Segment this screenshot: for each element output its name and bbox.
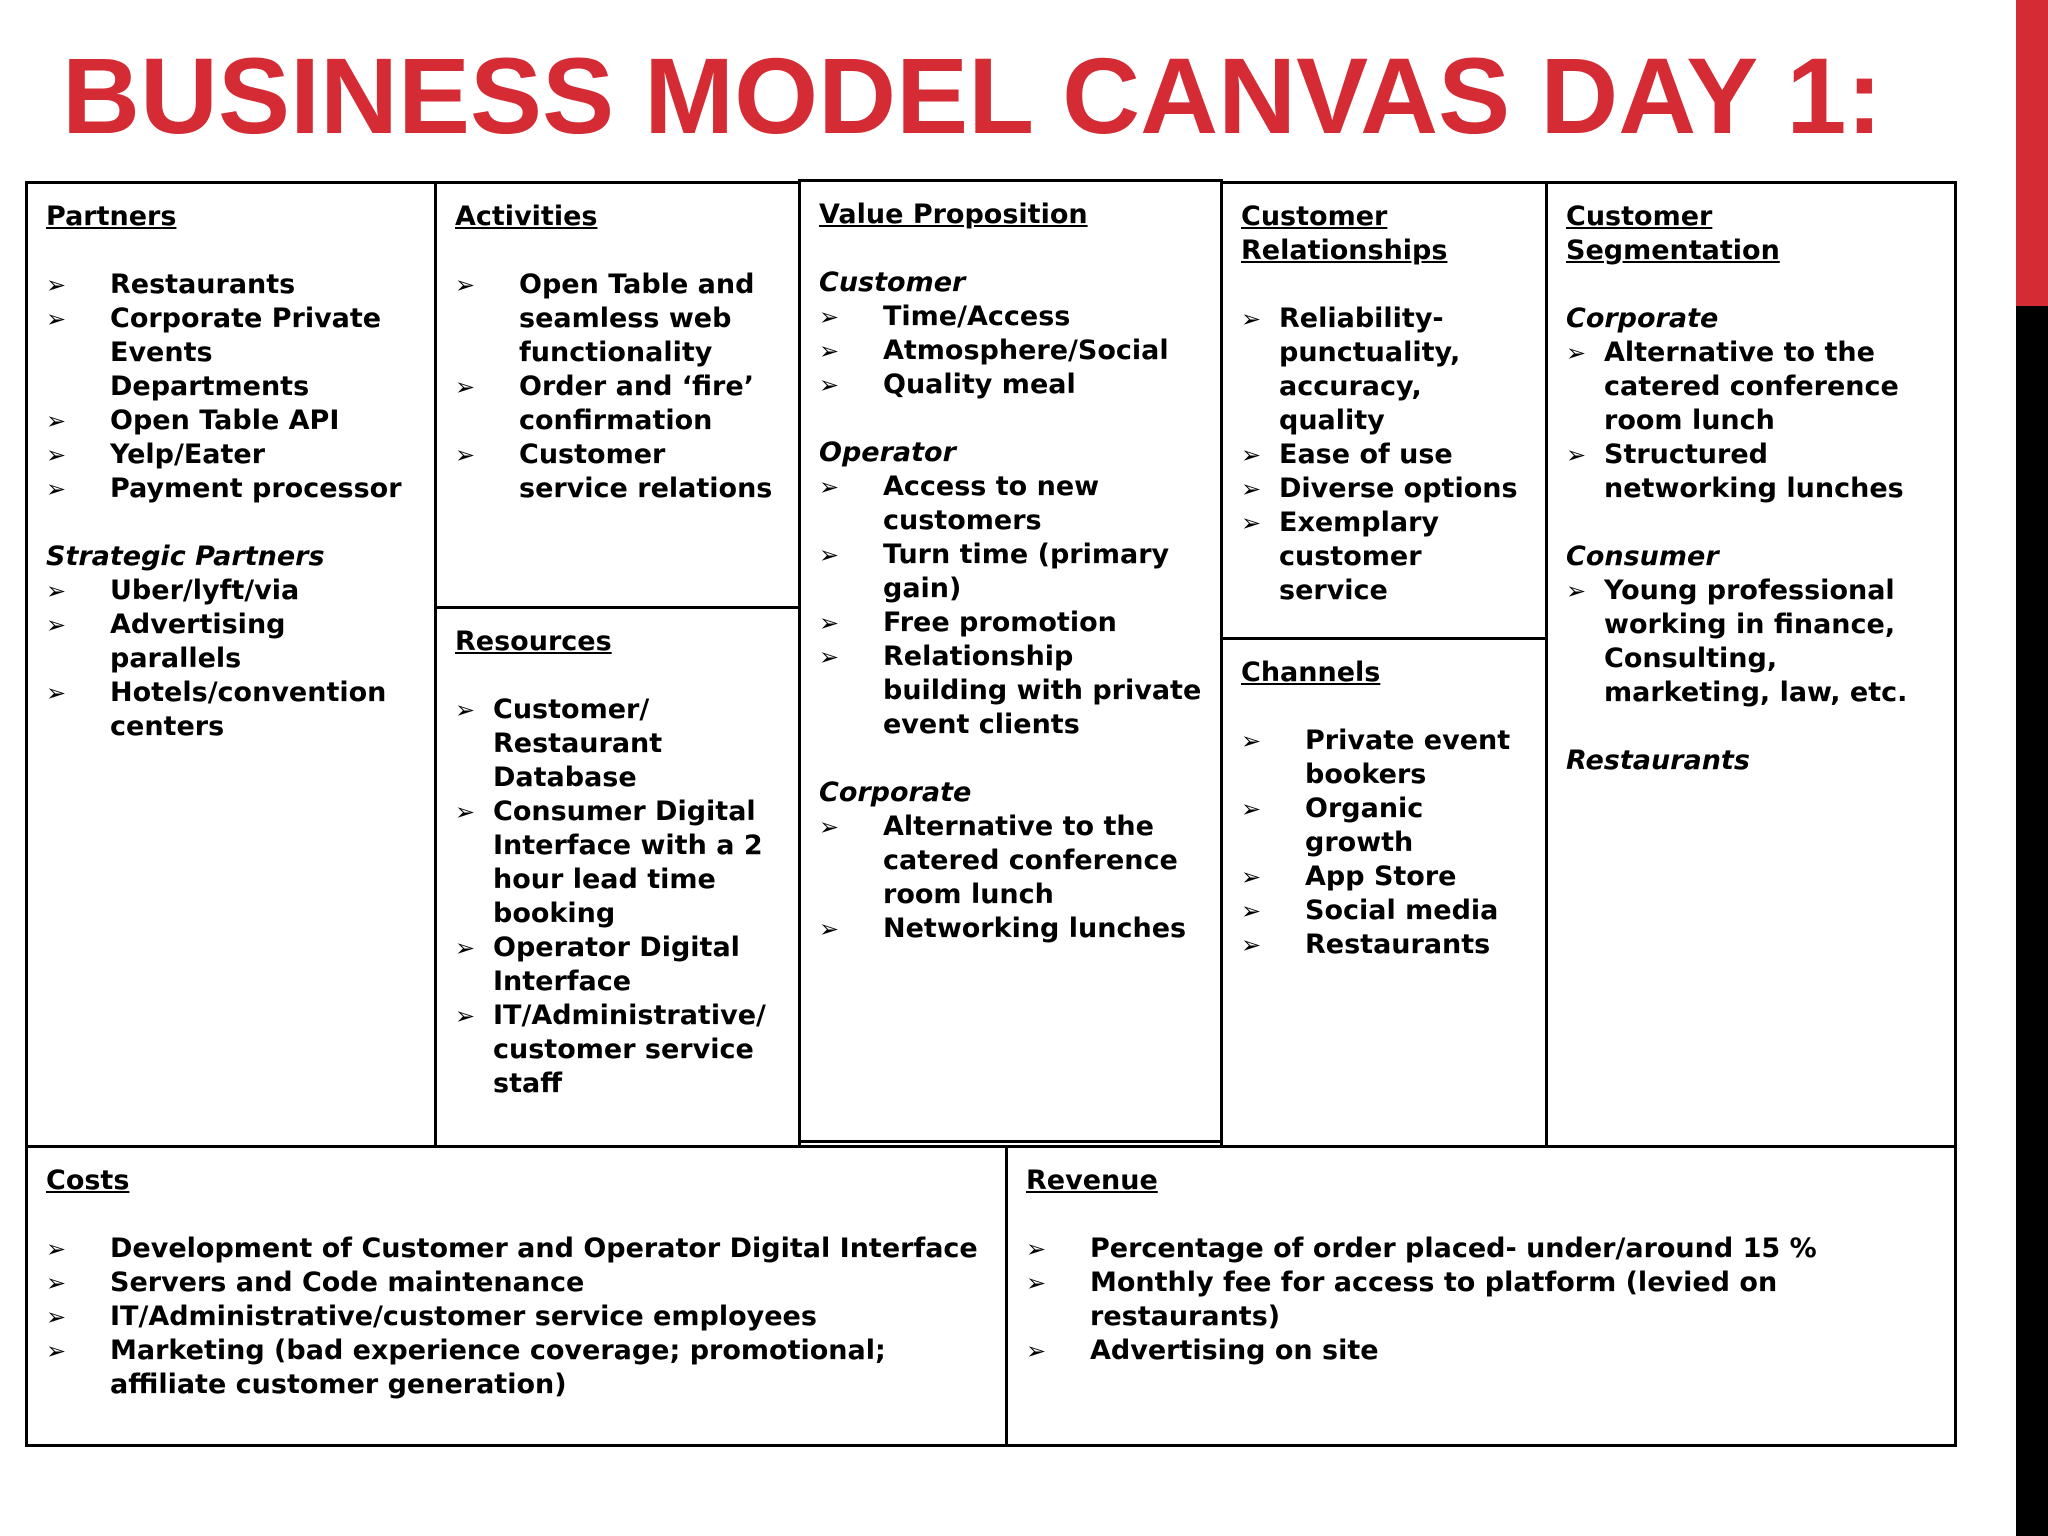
list-item-text: Restaurants [1305, 929, 1491, 960]
list-item-text: Order and ‘fire’ confirmation [519, 371, 754, 436]
side-accent-bar-red [2016, 0, 2048, 306]
cs-corporate-heading: Corporate [1566, 303, 1719, 334]
list-item [1026, 1266, 1936, 1334]
list-item [819, 300, 1202, 334]
list-item [46, 438, 416, 472]
list-item [46, 574, 416, 608]
list-item [819, 606, 1202, 640]
list-item-text: Free promotion [883, 607, 1117, 638]
arrow-bullet-icon: ➢ [1241, 475, 1262, 503]
vp-operator-heading: Operator [819, 437, 956, 468]
list-item [1566, 438, 1936, 506]
list-item [1241, 302, 1527, 438]
arrow-bullet-icon: ➢ [819, 643, 840, 671]
list-item [455, 438, 780, 506]
list-item [46, 676, 416, 744]
arrow-bullet-icon: ➢ [1241, 863, 1262, 891]
arrow-bullet-icon: ➢ [819, 371, 840, 399]
list-item-text: Restaurants [110, 269, 296, 300]
list-item-text: Quality meal [883, 369, 1076, 400]
list-item [455, 268, 780, 370]
list-item-text: Time/Access [883, 301, 1071, 332]
arrow-bullet-icon: ➢ [455, 934, 476, 962]
arrow-bullet-icon: ➢ [819, 541, 840, 569]
arrow-bullet-icon: ➢ [819, 337, 840, 365]
list-item [455, 693, 780, 795]
customer-relationships-heading-line2: Relationships [1241, 235, 1448, 266]
arrow-bullet-icon: ➢ [1566, 441, 1587, 469]
arrow-bullet-icon: ➢ [1241, 441, 1262, 469]
customer-segmentation-heading [1566, 200, 1936, 268]
list-item [46, 1266, 987, 1300]
channels-heading: Channels [1241, 657, 1381, 688]
list-item [46, 1334, 987, 1402]
list-item [1566, 336, 1936, 438]
vp-operator-list [819, 470, 1202, 742]
strategic-partners-heading: Strategic Partners [46, 541, 325, 572]
list-item-text: Customer service relations [519, 439, 773, 504]
list-item [819, 912, 1202, 946]
arrow-bullet-icon: ➢ [1241, 727, 1262, 755]
arrow-bullet-icon: ➢ [46, 1303, 67, 1331]
arrow-bullet-icon: ➢ [819, 609, 840, 637]
list-item-text: Alternative to the catered conference room lunch [883, 811, 1178, 910]
list-item [455, 370, 780, 438]
list-item-text: Diverse options [1279, 473, 1518, 504]
arrow-bullet-icon: ➢ [1241, 795, 1262, 823]
activities-block [434, 181, 801, 609]
list-item-text: Young professional working in finance, Consulting, marketing, law, etc. [1604, 575, 1908, 708]
page-title: BUSINESS MODEL CANVAS DAY 1: [62, 35, 1883, 156]
revenue-heading: Revenue [1026, 1165, 1158, 1196]
list-item [1241, 472, 1527, 506]
revenue-block [1005, 1145, 1957, 1447]
list-item [819, 810, 1202, 912]
list-item [819, 368, 1202, 402]
resources-block [434, 606, 801, 1148]
list-item [46, 608, 416, 676]
list-item [1241, 724, 1527, 792]
list-item-text: Organic growth [1305, 793, 1424, 858]
list-item-text: Uber/lyft/via [110, 575, 300, 606]
arrow-bullet-icon: ➢ [46, 271, 67, 299]
list-item-text: Advertising on site [1090, 1335, 1379, 1366]
vp-customer-list [819, 300, 1202, 402]
list-item [455, 795, 780, 931]
arrow-bullet-icon: ➢ [455, 271, 476, 299]
vp-customer-heading: Customer [819, 267, 966, 298]
arrow-bullet-icon: ➢ [46, 1269, 67, 1297]
list-item-text: Alternative to the catered conference room lunch [1604, 337, 1899, 436]
list-item [819, 334, 1202, 368]
arrow-bullet-icon: ➢ [455, 1002, 476, 1030]
list-item-text: Ease of use [1279, 439, 1453, 470]
list-item-text: Development of Customer and Operator Digital Interface [110, 1233, 978, 1264]
customer-relationships-heading-line1: Customer [1241, 201, 1388, 232]
channels-block [1220, 637, 1548, 1148]
list-item-text: Open Table and seamless web functionality [519, 269, 755, 368]
cs-consumer-list [1566, 574, 1936, 710]
list-item [46, 1300, 987, 1334]
value-proposition-heading: Value Proposition [819, 199, 1088, 230]
list-item-text: Marketing (bad experience coverage; promotional; affiliate customer generation) [110, 1335, 886, 1400]
vp-corporate-list [819, 810, 1202, 946]
channels-list [1241, 724, 1527, 962]
list-item-text: Access to new customers [883, 471, 1100, 536]
customer-relationships-heading [1241, 200, 1527, 268]
cs-restaurants-heading: Restaurants [1566, 745, 1750, 776]
resources-list [455, 693, 780, 1101]
costs-heading: Costs [46, 1165, 130, 1196]
list-item-text: IT/Administrative/ customer service staff [493, 1000, 766, 1099]
list-item [455, 931, 780, 999]
arrow-bullet-icon: ➢ [455, 441, 476, 469]
list-item-text: Private event bookers [1305, 725, 1511, 790]
list-item-text: Open Table API [110, 405, 340, 436]
list-item-text: Social media [1305, 895, 1499, 926]
arrow-bullet-icon: ➢ [46, 577, 67, 605]
list-item [46, 1232, 987, 1266]
arrow-bullet-icon: ➢ [46, 441, 67, 469]
list-item-text: Relationship building with private event clients [883, 641, 1202, 740]
list-item [46, 268, 416, 302]
cs-consumer-heading: Consumer [1566, 541, 1719, 572]
list-item [819, 640, 1202, 742]
list-item [46, 404, 416, 438]
list-item-text: Reliability- punctuality, accuracy, quality [1279, 303, 1461, 436]
resources-heading: Resources [455, 626, 612, 657]
arrow-bullet-icon: ➢ [1566, 577, 1587, 605]
list-item [1241, 792, 1527, 860]
list-item [819, 470, 1202, 538]
arrow-bullet-icon: ➢ [46, 679, 67, 707]
arrow-bullet-icon: ➢ [1241, 897, 1262, 925]
arrow-bullet-icon: ➢ [819, 915, 840, 943]
list-item [1241, 928, 1527, 962]
costs-block [25, 1145, 1008, 1447]
arrow-bullet-icon: ➢ [819, 303, 840, 331]
arrow-bullet-icon: ➢ [46, 305, 67, 333]
customer-relationships-list [1241, 302, 1527, 608]
list-item [46, 302, 416, 404]
partners-block [25, 181, 437, 1148]
arrow-bullet-icon: ➢ [1241, 931, 1262, 959]
list-item-text: Corporate Private Events Departments [110, 303, 382, 402]
arrow-bullet-icon: ➢ [1241, 305, 1262, 333]
activities-heading: Activities [455, 201, 598, 232]
strategic-partners-list [46, 574, 416, 744]
partners-heading: Partners [46, 201, 177, 232]
arrow-bullet-icon: ➢ [46, 611, 67, 639]
arrow-bullet-icon: ➢ [455, 696, 476, 724]
cs-corporate-list [1566, 336, 1936, 506]
list-item-text: App Store [1305, 861, 1457, 892]
list-item [1566, 574, 1936, 710]
list-item-text: Atmosphere/Social [883, 335, 1169, 366]
list-item [1241, 438, 1527, 472]
arrow-bullet-icon: ➢ [46, 1337, 67, 1365]
arrow-bullet-icon: ➢ [1241, 509, 1262, 537]
list-item [1241, 506, 1527, 608]
activities-list [455, 268, 780, 506]
list-item-text: Payment processor [110, 473, 402, 504]
arrow-bullet-icon: ➢ [1566, 339, 1587, 367]
list-item-text: Operator Digital Interface [493, 932, 740, 997]
list-item-text: Structured networking lunches [1604, 439, 1904, 504]
arrow-bullet-icon: ➢ [46, 407, 67, 435]
partners-list [46, 268, 416, 506]
list-item-text: Turn time (primary gain) [883, 539, 1170, 604]
list-item-text: Consumer Digital Interface with a 2 hour lead time booking [493, 796, 763, 929]
list-item [455, 999, 780, 1101]
arrow-bullet-icon: ➢ [1026, 1337, 1047, 1365]
arrow-bullet-icon: ➢ [455, 798, 476, 826]
costs-list [46, 1232, 987, 1402]
customer-segmentation-heading-line2: Segmentation [1566, 235, 1780, 266]
list-item-text: Servers and Code maintenance [110, 1267, 585, 1298]
list-item [46, 472, 416, 506]
customer-segmentation-block [1545, 181, 1957, 1148]
list-item [819, 538, 1202, 606]
list-item [1241, 894, 1527, 928]
list-item-text: IT/Administrative/customer service employees [110, 1301, 817, 1332]
side-accent-bar-black [2016, 306, 2048, 1536]
customer-segmentation-heading-line1: Customer [1566, 201, 1713, 232]
arrow-bullet-icon: ➢ [1026, 1269, 1047, 1297]
list-item-text: Exemplary customer service [1279, 507, 1440, 606]
list-item-text: Networking lunches [883, 913, 1187, 944]
revenue-list [1026, 1232, 1936, 1368]
value-proposition-block [798, 179, 1223, 1143]
list-item [1241, 860, 1527, 894]
list-item-text: Hotels/convention centers [110, 677, 387, 742]
list-item [1026, 1334, 1936, 1368]
arrow-bullet-icon: ➢ [819, 813, 840, 841]
arrow-bullet-icon: ➢ [819, 473, 840, 501]
list-item-text: Percentage of order placed- under/around 15 % [1090, 1233, 1817, 1264]
arrow-bullet-icon: ➢ [1026, 1235, 1047, 1263]
list-item [1026, 1232, 1936, 1266]
customer-relationships-block [1220, 181, 1548, 640]
vp-corporate-heading: Corporate [819, 777, 972, 808]
list-item-text: Customer/ Restaurant Database [493, 694, 663, 793]
arrow-bullet-icon: ➢ [46, 1235, 67, 1263]
arrow-bullet-icon: ➢ [46, 475, 67, 503]
list-item-text: Monthly fee for access to platform (levied on restaurants) [1090, 1267, 1778, 1332]
list-item-text: Advertising parallels [110, 609, 286, 674]
list-item-text: Yelp/Eater [110, 439, 266, 470]
arrow-bullet-icon: ➢ [455, 373, 476, 401]
